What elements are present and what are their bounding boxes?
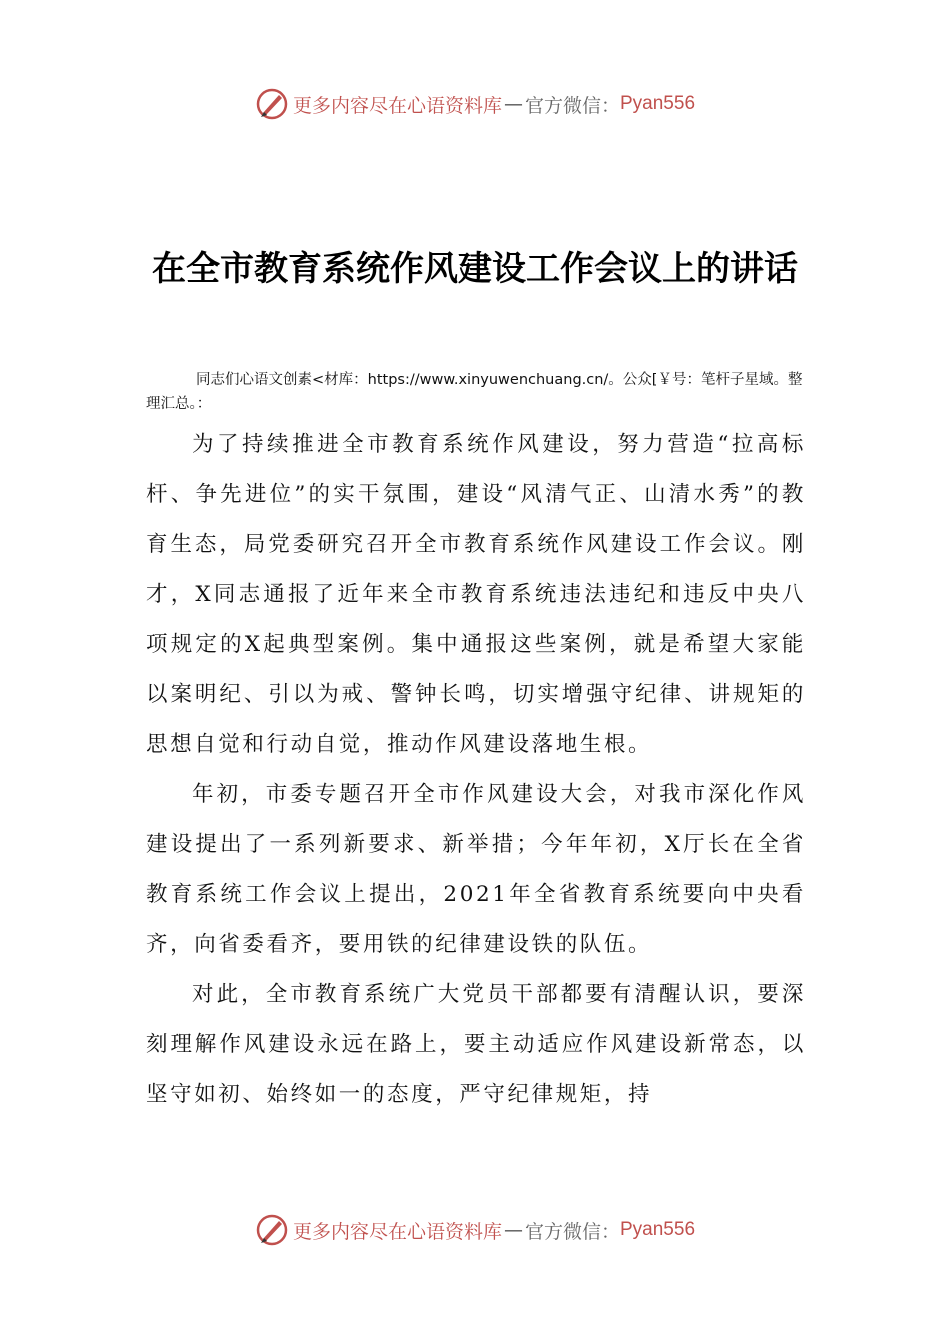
banner-label: 官方微信： — [524, 94, 620, 117]
paragraph-3: 对此，全市教育系统广大党员干部都要有清醒认识，要深刻理解作风建设永远在路上，要主动适应作风建设新常态，以坚守如初、始终如一的态度，严守纪律规矩，持 — [146, 982, 806, 1107]
header-banner — [0, 84, 950, 124]
banner-wechat-id: Pyan556 — [620, 1219, 696, 1240]
banner-main-text: 更多内容尽在心语资料库 — [292, 1220, 502, 1243]
document-title: 在全市教育系统作风建设工作会议上的讲话 — [152, 249, 798, 289]
banner-main-text: 更多内容尽在心语资料库 — [292, 94, 502, 117]
banner-wechat-id: Pyan556 — [620, 93, 696, 114]
paragraph-1: 为了持续推进全市教育系统作风建设，努力营造“拉高标杆、争先进位”的实干氛围，建设“风清气正、山清水秀”的教育生态，局党委研究召开全市教育系统作风建设工作会议。刚才，X同志通报了近年来全市教育系统违法违纪和违反中央八项规定的X起典型案例。集中通报这些案例，就是希望大家能以案明纪、引以为戒、警钟长鸣，切实增强守纪律、讲规矩的思想自觉和行动自觉，推动作风建设落地生根。 — [146, 432, 806, 757]
banner-separator: — — [503, 1219, 523, 1241]
pen-logo-icon — [255, 1213, 289, 1247]
paragraph-2: 年初，市委专题召开全市作风建设大会，对我市深化作风建设提出了一系列新要求、新举措；今年年初，X厅长在全省教育系统工作会议上提出，2021年全省教育系统要向中央看齐，向省委看齐，要用铁的纪律建设铁的队伍。 — [146, 782, 806, 957]
banner-separator: — — [503, 93, 523, 115]
document-body — [146, 420, 806, 1120]
pen-logo-icon — [255, 87, 289, 121]
source-note: 同志们心语文创素<材库：https://www.xinyuwenchuang.cn/。公众[￥号：笔杆子星域。整理汇总。： — [146, 372, 803, 412]
banner-label: 官方微信： — [524, 1220, 620, 1243]
footer-banner — [0, 1210, 950, 1250]
